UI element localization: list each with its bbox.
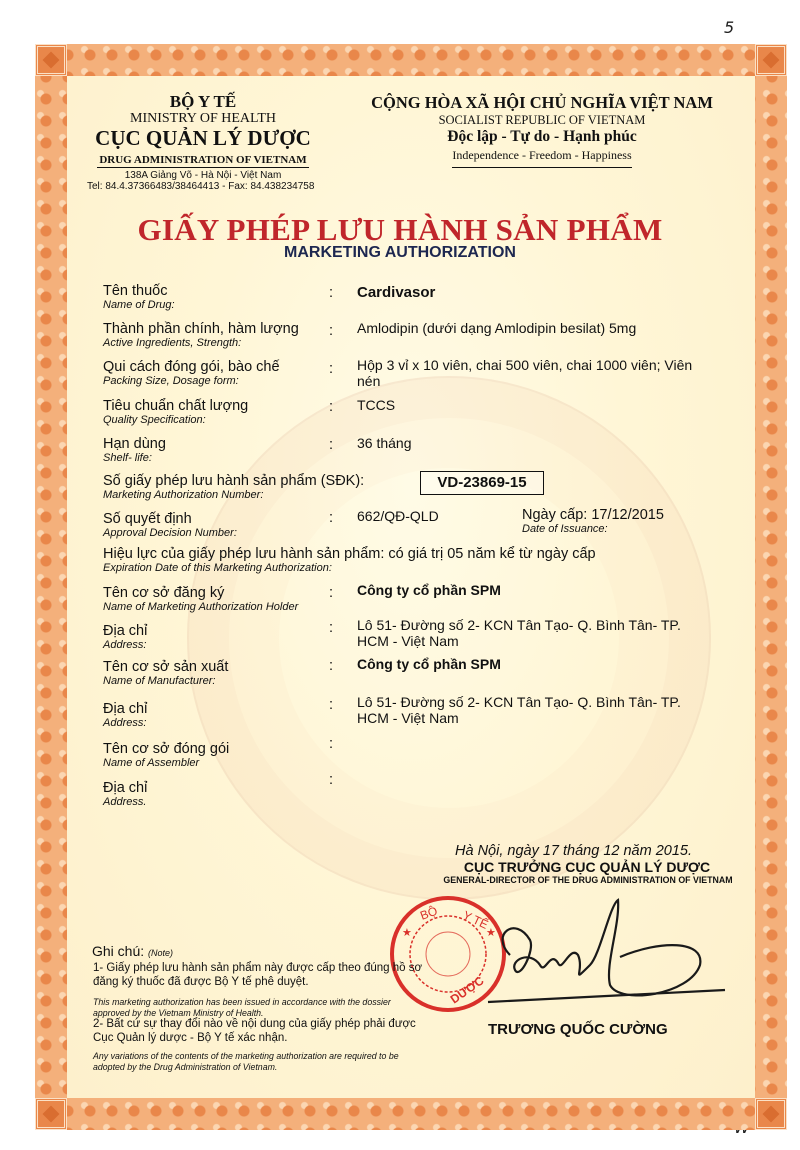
note-en-line1: Any variations of the contents of the marketing authorization are required to be bbox=[93, 1051, 399, 1061]
field-assembler bbox=[103, 741, 229, 769]
note-vi-line1: 2- Bất cứ sự thay đổi nào về nội dung của giấy phép phải được bbox=[93, 1018, 416, 1030]
registration-number-box: VD-23869-15 bbox=[420, 471, 544, 495]
signatory-title-en: GENERAL-DIRECTOR OF THE DRUG ADMINISTRATION OF VIETNAM bbox=[443, 875, 733, 885]
field-label-en: Name of Assembler bbox=[103, 757, 200, 769]
field-shelf-life bbox=[103, 436, 166, 464]
field-manufacturer bbox=[103, 659, 228, 687]
note-en-line1: This marketing authorization has been issued in accordance with the dossier bbox=[93, 997, 391, 1007]
svg-text:DƯỢC: DƯỢC bbox=[447, 973, 487, 1007]
packing-value-line2: nén bbox=[357, 373, 381, 389]
holder-value: Công ty cổ phần SPM bbox=[357, 582, 501, 598]
field-holder bbox=[103, 585, 298, 613]
signatory-title-vi: CỤC TRƯỞNG CỤC QUẢN LÝ DƯỢC bbox=[463, 859, 711, 875]
address-line1: Lô 51- Đường số 2- KCN Tân Tạo- Q. Bình Tân- TP. bbox=[357, 694, 681, 710]
quality-spec-value: TCCS bbox=[357, 397, 396, 413]
agency-contact: Tel: 84.4.37366483/38464413 - Fax: 84.438234758 bbox=[87, 181, 315, 192]
field-colon: : bbox=[329, 697, 334, 713]
field-label-en: Active Ingredients, Strength: bbox=[103, 337, 242, 349]
title-vi: GIẤY PHÉP LƯU HÀNH SẢN PHẨM bbox=[137, 212, 663, 247]
motto-vi: Độc lập - Tự do - Hạnh phúc bbox=[447, 128, 637, 145]
issuance-date bbox=[522, 507, 664, 535]
note-vi-line2: Cục Quản lý dược - Bộ Y tế xác nhận. bbox=[93, 1032, 288, 1044]
note-vi-line2: đăng ký thuốc đã được Bộ Y tế phê duyệt. bbox=[93, 976, 309, 988]
corner-ornament-icon bbox=[755, 1098, 787, 1130]
field-label-en: Approval Decision Number: bbox=[103, 527, 237, 539]
field-label: Tên cơ sở sản xuất bbox=[103, 659, 229, 675]
field-label-en: Marketing Authorization Number: bbox=[103, 489, 264, 501]
field-label-en: Quality Specification: bbox=[103, 414, 206, 426]
field-label-en: Name of Drug: bbox=[103, 299, 175, 311]
ministry-vi: BỘ Y TẾ bbox=[169, 92, 237, 111]
notes-heading-vi: Ghi chú: bbox=[92, 943, 145, 959]
agency-en: DRUG ADMINISTRATION OF VIETNAM bbox=[99, 154, 307, 166]
field-packing bbox=[103, 359, 280, 387]
field-colon: : bbox=[329, 399, 334, 415]
signature-icon bbox=[470, 895, 740, 1015]
field-label: Địa chỉ bbox=[103, 701, 148, 717]
note-vi-line1: 1- Giấy phép lưu hành sản phẩm này được cấp theo đúng hồ sơ bbox=[93, 962, 423, 974]
document-title bbox=[0, 212, 800, 262]
validity-text: Hiệu lực của giấy phép lưu hành sản phẩm: có giá trị 05 năm kể từ ngày cấp bbox=[103, 546, 596, 562]
ministry-en: MINISTRY OF HEALTH bbox=[130, 111, 276, 126]
field-colon: : bbox=[329, 437, 334, 453]
field-label-en: Name of Marketing Authorization Holder bbox=[103, 601, 299, 613]
title-en: MARKETING AUTHORIZATION bbox=[284, 244, 516, 261]
svg-text:★: ★ bbox=[486, 927, 496, 939]
issuer-header bbox=[72, 92, 334, 192]
field-validity bbox=[103, 546, 596, 574]
shelf-life-value: 36 tháng bbox=[357, 435, 412, 451]
field-active-ingredients bbox=[103, 321, 299, 349]
note-1 bbox=[93, 961, 443, 1019]
drug-name-value: Cardivasor bbox=[357, 284, 436, 301]
address-line2: HCM - Việt Nam bbox=[357, 710, 459, 726]
manufacturer-value: Công ty cổ phần SPM bbox=[357, 656, 501, 672]
field-label-en: Address: bbox=[103, 639, 147, 651]
field-colon: : bbox=[329, 510, 334, 526]
field-colon: : bbox=[329, 772, 334, 788]
field-label-en: Address: bbox=[103, 717, 147, 729]
field-label: Tiêu chuẩn chất lượng bbox=[103, 398, 249, 414]
field-colon: : bbox=[329, 585, 334, 601]
note-2 bbox=[93, 1017, 443, 1073]
validity-label-en: Expiration Date of this Marketing Authorization: bbox=[103, 562, 332, 574]
motto-en: Independence - Freedom - Happiness bbox=[452, 148, 631, 168]
field-label-en: Name of Manufacturer: bbox=[103, 675, 216, 687]
field-colon: : bbox=[329, 285, 334, 301]
place-and-date: Hà Nội, ngày 17 tháng 12 năm 2015. bbox=[455, 843, 692, 859]
svg-text:★: ★ bbox=[402, 927, 412, 939]
field-label: Tên thuốc bbox=[103, 283, 168, 299]
field-label: Địa chỉ bbox=[103, 780, 148, 796]
field-decision-number bbox=[103, 511, 237, 539]
address-line1: Lô 51- Đường số 2- KCN Tân Tạo- Q. Bình Tân- TP. bbox=[357, 617, 681, 633]
packing-value bbox=[357, 357, 692, 389]
field-label: Thành phần chính, hàm lượng bbox=[103, 321, 299, 337]
decision-number-value: 662/QĐ-QLD bbox=[357, 508, 439, 524]
issuance-date-vi: Ngày cấp: 17/12/2015 bbox=[522, 507, 664, 523]
issuance-date-en: Date of Issuance: bbox=[522, 523, 608, 535]
manufacturer-address-value bbox=[357, 694, 727, 726]
active-ingredients-value: Amlodipin (dưới dạng Amlodipin besilat) 5mg bbox=[357, 320, 637, 336]
note-en-line2: adopted by the Drug Administration of Vietnam. bbox=[93, 1062, 278, 1072]
field-label-en: Address. bbox=[103, 796, 147, 808]
note-en-line2: approved by the Vietnam Ministry of Health. bbox=[93, 1008, 264, 1018]
field-colon: : bbox=[329, 658, 334, 674]
corner-ornament-icon bbox=[35, 44, 67, 76]
country-en: SOCIALIST REPUBLIC OF VIETNAM bbox=[438, 113, 646, 127]
field-label: Số giấy phép lưu hành sản phẩm (SĐK): bbox=[103, 473, 365, 489]
field-colon: : bbox=[329, 736, 334, 752]
field-label: Qui cách đóng gói, bào chế bbox=[103, 359, 280, 375]
field-registration-number bbox=[103, 473, 364, 501]
notes-heading bbox=[92, 943, 173, 959]
national-header bbox=[352, 93, 732, 168]
agency-address: 138A Giảng Võ - Hà Nội - Việt Nam bbox=[124, 170, 282, 181]
field-label: Địa chỉ bbox=[103, 623, 148, 639]
field-label: Hạn dùng bbox=[103, 436, 166, 452]
field-label: Số quyết định bbox=[103, 511, 192, 527]
field-colon: : bbox=[329, 323, 334, 339]
field-label: Tên cơ sở đăng ký bbox=[103, 585, 225, 601]
field-drug-name bbox=[103, 283, 175, 311]
holder-address-value bbox=[357, 617, 727, 649]
corner-ornament-icon bbox=[755, 44, 787, 76]
packing-value-line1: Hộp 3 vỉ x 10 viên, chai 500 viên, chai 1000 viên; Viên bbox=[357, 357, 693, 373]
field-label-en: Shelf- life: bbox=[103, 452, 152, 464]
field-quality-spec bbox=[103, 398, 248, 426]
notes-heading-en: (Note) bbox=[148, 948, 174, 958]
address-line2: HCM - Việt Nam bbox=[357, 633, 459, 649]
corner-ornament-icon bbox=[35, 1098, 67, 1130]
field-holder-address bbox=[103, 623, 147, 651]
handwritten-page-number: 5 bbox=[724, 18, 735, 37]
agency-vi: CỤC QUẢN LÝ DƯỢC bbox=[95, 126, 311, 150]
field-label-en: Packing Size, Dosage form: bbox=[103, 375, 239, 387]
svg-text:Y TẾ: Y TẾ bbox=[460, 908, 491, 932]
country-vi: CỘNG HÒA XÃ HỘI CHỦ NGHĨA VIỆT NAM bbox=[371, 93, 713, 112]
field-label: Tên cơ sở đóng gói bbox=[103, 741, 230, 757]
field-manufacturer-address bbox=[103, 701, 147, 729]
field-colon: : bbox=[329, 361, 334, 377]
field-colon: : bbox=[329, 620, 334, 636]
signer-name: TRƯƠNG QUỐC CƯỜNG bbox=[488, 1021, 668, 1038]
field-assembler-address bbox=[103, 780, 147, 808]
svg-text:BỘ: BỘ bbox=[418, 903, 440, 923]
